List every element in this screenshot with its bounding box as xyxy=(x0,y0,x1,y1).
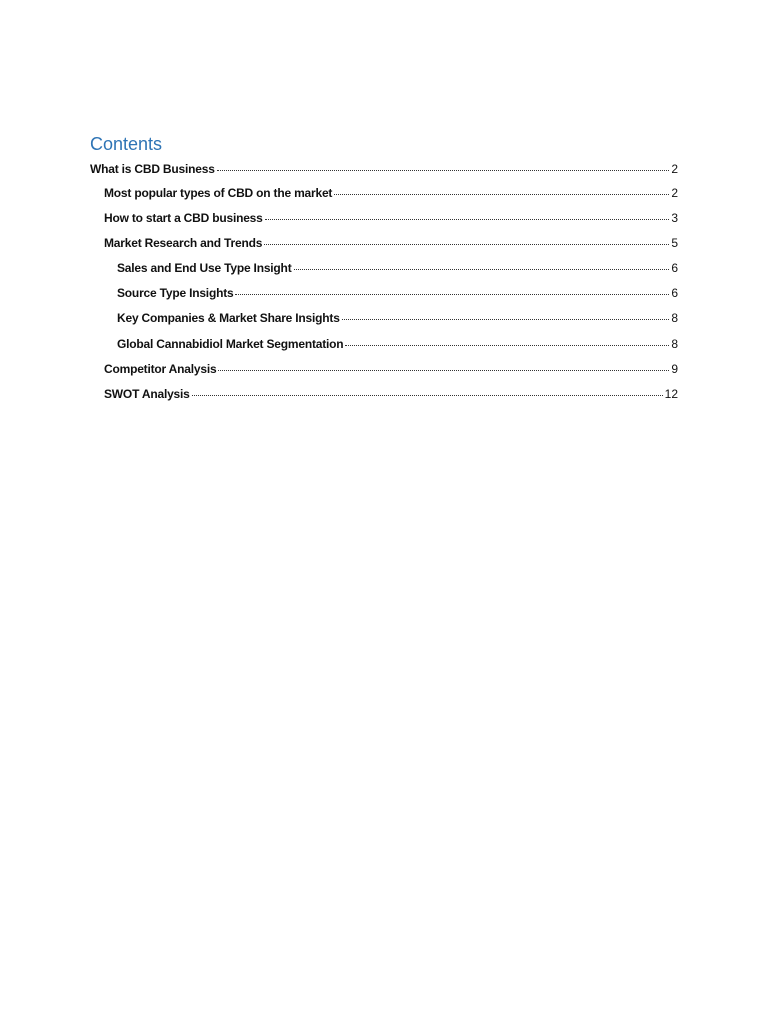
toc-entry[interactable] xyxy=(90,387,678,412)
toc-entry-title[interactable]: What is CBD Business xyxy=(90,162,215,176)
toc-leader-dots xyxy=(264,234,669,245)
table-of-contents xyxy=(90,132,678,412)
toc-list xyxy=(90,162,678,412)
toc-entry-title[interactable]: How to start a CBD business xyxy=(104,211,263,226)
toc-leader-dots xyxy=(334,184,669,195)
toc-entry-title[interactable]: Market Research and Trends xyxy=(104,236,263,251)
toc-leader-dots xyxy=(342,309,670,320)
toc-leader-dots xyxy=(294,259,670,270)
toc-leader-dots xyxy=(192,385,663,396)
toc-entry[interactable] xyxy=(90,286,678,311)
toc-entry[interactable] xyxy=(90,261,678,286)
toc-entry[interactable] xyxy=(90,337,678,362)
toc-leader-dots xyxy=(218,360,669,371)
toc-entry-page[interactable]: 2 xyxy=(671,186,678,200)
toc-entry-page[interactable]: 6 xyxy=(671,261,678,276)
toc-entry-page[interactable]: 12 xyxy=(664,386,678,401)
toc-entry[interactable] xyxy=(90,311,678,336)
toc-entry[interactable] xyxy=(90,162,678,186)
toc-entry[interactable] xyxy=(90,362,678,387)
toc-leader-dots xyxy=(235,284,669,295)
toc-entry-page[interactable]: 3 xyxy=(671,211,678,226)
toc-entry-title[interactable]: Source Type Insights xyxy=(117,286,234,301)
toc-entry-title[interactable]: Most popular types of CBD on the market xyxy=(104,186,333,200)
toc-entry-title[interactable]: SWOT Analysis xyxy=(104,386,190,401)
toc-leader-dots xyxy=(217,160,670,171)
toc-entry-page[interactable]: 9 xyxy=(671,361,678,376)
toc-entry-page[interactable]: 6 xyxy=(671,286,678,301)
toc-entry-title[interactable]: Sales and End Use Type Insight xyxy=(117,261,292,276)
toc-entry-title[interactable]: Key Companies & Market Share Insights xyxy=(117,311,340,326)
toc-entry-page[interactable]: 8 xyxy=(671,336,678,351)
toc-entry[interactable] xyxy=(90,186,678,211)
toc-leader-dots xyxy=(345,335,669,346)
toc-heading: Contents xyxy=(90,134,163,154)
toc-entry-title[interactable]: Competitor Analysis xyxy=(104,361,217,376)
toc-entry-page[interactable]: 2 xyxy=(671,162,678,176)
toc-entry-page[interactable]: 5 xyxy=(671,236,678,251)
toc-entry[interactable] xyxy=(90,236,678,261)
toc-entry-title[interactable]: Global Cannabidiol Market Segmentation xyxy=(117,336,344,351)
toc-entry[interactable] xyxy=(90,211,678,236)
toc-entry-page[interactable]: 8 xyxy=(671,311,678,326)
toc-leader-dots xyxy=(265,209,670,220)
